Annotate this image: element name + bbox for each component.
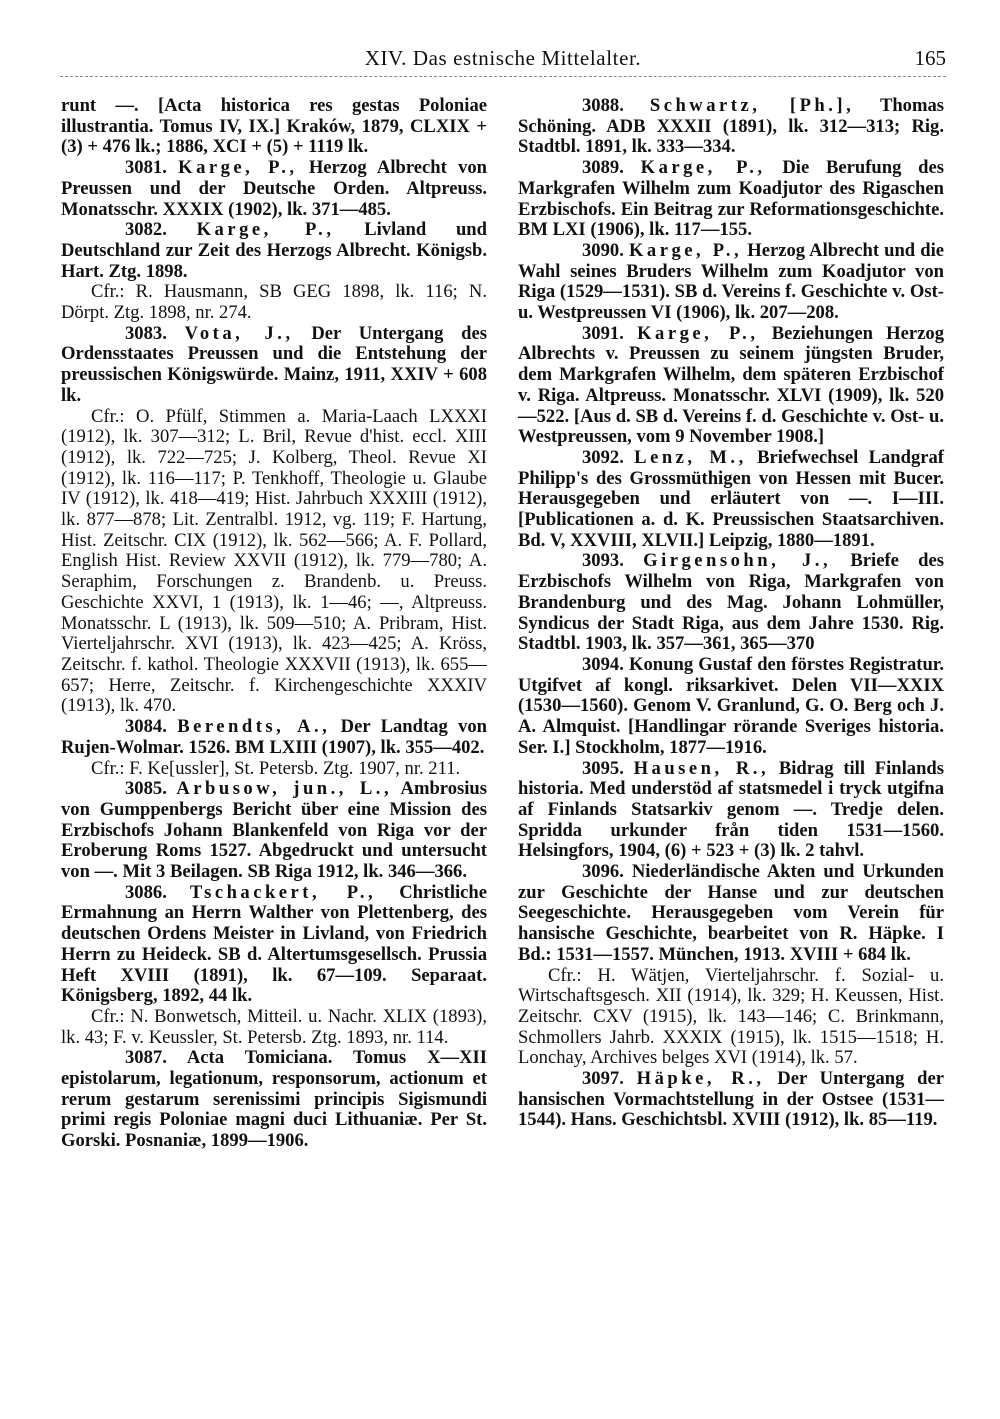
entry-author: Karge, P., [178, 157, 298, 179]
bibliography-entry [518, 96, 944, 158]
entry-author: Karge, P., [196, 219, 335, 241]
entry-number: 3097. [582, 1068, 624, 1090]
bibliography-entry [518, 551, 944, 655]
entry-text: Die Berufung des Markgrafen Wilhelm zum Koadjutor des Rigaschen Erzbischofs. Ein Beitrag zur Reformationsgeschichte. BM LXI (1906), lk. 117—155. [518, 157, 944, 241]
entry-author: Arbusow, jun., L., [176, 778, 393, 800]
entry-number: 3085. [125, 778, 167, 800]
entry-number: 3084. [125, 716, 167, 738]
entry-number: 3087. [125, 1047, 167, 1069]
entry-text: Beziehungen Herzog Albrechts v. Preussen zu seinem jüngsten Bruder, dem Markgrafen Wilhelm, dem späteren Erzbischof v. Riga. Altpreuss. Monatsschr. XLVI (1909), lk. 520—522. [Aus d. SB d. Vereins f. d. Geschichte v. Ost- u. Westpreussen, vom 9 November 1908.] [518, 322, 944, 448]
entry-text: Cfr.: R. Hausmann, SB GEG 1898, lk. 116; N. Dörpt. Ztg. 1898, nr. 274. [61, 281, 487, 324]
entry-author: Hausen, R., [633, 757, 770, 779]
entry-author: Karge, P., [640, 157, 766, 179]
bibliography-entry [518, 448, 944, 552]
entry-number: 3096. [582, 861, 624, 883]
right-column [518, 96, 944, 1131]
entry-number: 3095. [582, 757, 624, 779]
entry-text: Cfr.: O. Pfülf, Stimmen a. Maria-Laach LXXXI (1912), lk. 307—312; L. Bril, Revue d'hist. eccl. XIII (1912), lk. 722—725; J. Kolberg, Theol. Revue XI (1912), lk. 116—117; P. Tenkhoff, Theologie u. Glaube IV (1912), lk. 418—419; Hist. Jahrbuch XXXIII (1912), lk. 877—878; Lit. Zentralbl. 1912, vg. 119; F. Hartung, Hist. Zeitschr. CIX (1912), lk. 562—566; A. F. Pollard, English Hist. Review XXVII (1912), lk. 779—780; A. Seraphim, Forschungen z. Brandenb. u. Preuss. Geschichte XXVI, 1 (1913), lk. 1—46; —, Altpreuss. Monatsschr. L (1913), lk. 509—510; A. Pribram, Hist. Vierteljahrschr. XVI (1913), lk. 423—425; A. Kröss, Zeitschr. f. kathol. Theologie XXXVII (1913), lk. 655—657; Herre, Zeitschr. f. Kirchengeschichte XXXIV (1913), lk. 470. [61, 405, 487, 717]
entry-text: Bidrag till Finlands historia. Med understöd af statsmedel i tryck utgifna af Finlands Statsarkiv genom —. Tredje delen. Spridda urkunder från tiden 1531—1560. Helsingfors, 1904, (6) + 523 + (3) lk. 2 tahvl. [518, 757, 944, 862]
entry-number: 3090. [582, 239, 624, 261]
entry-text: Briefwechsel Landgraf Philipp's des Grossmüthigen von Hessen mit Bucer. Herausgegeben und erläutert von —. I—III. [Publicationen a. d. K. Preussischen Staatsarchiven. Bd. V, XXVIII, XLVII.] Leipzig, 1880—1891. [518, 446, 944, 551]
bibliography-entry [61, 779, 487, 883]
entry-text: Cfr.: N. Bonwetsch, Mitteil. u. Nachr. XLIX (1893), lk. 43; F. v. Keussler, St. Petersb. Ztg. 1893, nr. 114. [61, 1005, 487, 1048]
entry-number: 3092. [582, 446, 624, 468]
entry-number: 3093. [582, 550, 624, 572]
entry-text: Cfr.: F. Ke[ussler], St. Petersb. Ztg. 1907, nr. 211. [91, 757, 461, 779]
entry-text: Thomas Schöning. ADB XXXII (1891), lk. 312—313; Rig. Stadtbl. 1891, lk. 333—334. [518, 95, 944, 158]
entry-number: 3081. [125, 157, 167, 179]
entry-text: Cfr.: H. Wätjen, Vierteljahrschr. f. Sozial- u. Wirtschaftsgesch. XII (1914), lk. 329; H. Keussen, Hist. Zeitschr. CXV (1915), lk. 143—146; C. Brinkmann, Schmollers Jahrb. XXXIX (1915), lk. 1515—1518; H. Lonchay, Archives belges XVI (1914), lk. 57. [518, 964, 944, 1069]
entry-author: Häpke, R., [636, 1068, 765, 1090]
citation-note [61, 1007, 487, 1048]
left-column [61, 96, 487, 1152]
entry-text: Der Landtag von Rujen-Wolmar. 1526. BM LXIII (1907), lk. 355—402. [61, 716, 488, 758]
entry-number: 3086. [125, 881, 167, 903]
entry-number: 3083. [125, 322, 167, 344]
citation-note [61, 407, 487, 718]
entry-text: Briefe des Erzbischofs Wilhelm von Riga, Markgrafen von Brandenburg und des Mag. Johann Lohmüller, Syndicus der Stadt Riga, aus dem Jahre 1530. Rig. Stadtbl. 1903, lk. 357—361, 365—370 [518, 550, 944, 655]
bibliography-entry [518, 241, 944, 324]
entry-author: Lenz, M., [634, 446, 747, 468]
citation-note [61, 282, 487, 323]
entry-text: Herzog Albrecht und die Wahl seines Bruders Wilhelm zum Koadjutor von Riga (1529—1531). SB d. Vereins f. Geschichte v. Ost- u. Westpreussen VI (1906), lk. 207—208. [518, 239, 944, 324]
entry-text: Ambrosius von Gumppenbergs Bericht über eine Mission des Erzbischofs Johann Blankenfeld von Riga vor der Eroberung Roms 1527. Abgedruckt und untersucht von —. Mit 3 Beilagen. SB Riga 1912, lk. 346—366. [61, 778, 487, 883]
bibliography-entry [61, 96, 487, 158]
running-title: XIV. Das estnische Mittelalter. [364, 46, 642, 70]
entry-text: Niederländische Akten und Urkunden zur Geschichte der Hanse und zur deutschen Seegeschichte. Herausgegeben vom Verein für hansische Geschichte, bearbeitet von R. Häpke. I Bd.: 1531—1557. München, 1913. XVIII + 684 lk. [518, 861, 944, 965]
entry-author: Karge, P., [637, 322, 759, 344]
page-header [60, 38, 946, 78]
page-number: 165 [914, 46, 946, 70]
bibliography-entry [61, 324, 487, 407]
entry-text: Der Untergang des Ordensstaates Preussen und die Entstehung der preussischen Königswürde. Mainz, 1911, XXIV + 608 lk. [61, 322, 488, 406]
bibliography-entry [518, 862, 944, 966]
entry-text: runt —. [Acta historica res gestas Poloniae illustrantia. Tomus IV, IX.] Kraków, 1879, CLXIX + (3) + 476 lk.; 1886, XCI + (5) + 1119 lk. [61, 95, 487, 158]
entry-author: Berendts, A., [177, 716, 331, 738]
entry-text: Herzog Albrecht von Preussen und der Deutsche Orden. Altpreuss. Monatsschr. XXXIX (1902), lk. 371—485. [61, 157, 487, 220]
entry-number: 3088. [582, 95, 624, 116]
citation-note [61, 759, 487, 780]
entry-number: 3082. [125, 219, 167, 241]
entry-number: 3094. [582, 653, 624, 675]
bibliography-entry [61, 883, 487, 1007]
entry-author: Schwartz, [Ph.], [649, 95, 855, 116]
citation-note [518, 966, 944, 1070]
entry-text: Der Untergang der hansischen Vormachtstellung in der Ostsee (1531—1544). Hans. Geschichtsbl. XVIII (1912), lk. 85—119. [518, 1068, 945, 1131]
bibliography-entry [61, 717, 487, 758]
entry-number: 3091. [582, 322, 624, 344]
entry-number: 3089. [582, 157, 624, 179]
entry-text: Christliche Ermahnung an Herrn Walther von Plettenberg, des deutschen Ordens Meister in Livland, von Friedrich Herrn zu Heideck. SB d. Altertumsgesellsch. Prussia Heft XVIII (1891), lk. 67—109. Separaat. Königsberg, 1892, 44 lk. [61, 881, 487, 1007]
entry-author: Vota, J., [184, 322, 294, 344]
bibliography-entry [61, 1048, 487, 1152]
bibliography-entry [61, 220, 487, 282]
entry-author: Girgensohn, J., [643, 550, 832, 572]
bibliography-entry [61, 158, 487, 220]
entry-text: Livland und Deutschland zur Zeit des Herzogs Albrecht. Königsb. Hart. Ztg. 1898. [61, 219, 487, 282]
entry-text: Acta Tomiciana. Tomus X—XII epistolarum, legationum, responsorum, actionum et rerum gestarum serenissimi principis Sigismundi primi regis Poloniae magni duci Lithuaniæ. Per St. Gorski. Posnaniæ, 1899—1906. [61, 1047, 488, 1152]
bibliography-entry [518, 1069, 944, 1131]
entry-author: Karge, P., [628, 239, 743, 261]
bibliography-entry [518, 324, 944, 448]
entry-text: Konung Gustaf den förstes Registratur. Utgifvet af kongl. riksarkivet. Delen VII—XXIX (1530—1560). Genom V. Granlund, G. O. Berg och J. A. Almquist. [Handlingar rörande Sveriges historia. Ser. I.] Stockholm, 1877—1916. [518, 653, 944, 758]
entry-author: Tschackert, P., [189, 881, 377, 903]
bibliography-entry [518, 655, 944, 759]
bibliography-entry [518, 158, 944, 241]
bibliography-entry [518, 759, 944, 863]
header-rule [60, 76, 946, 77]
